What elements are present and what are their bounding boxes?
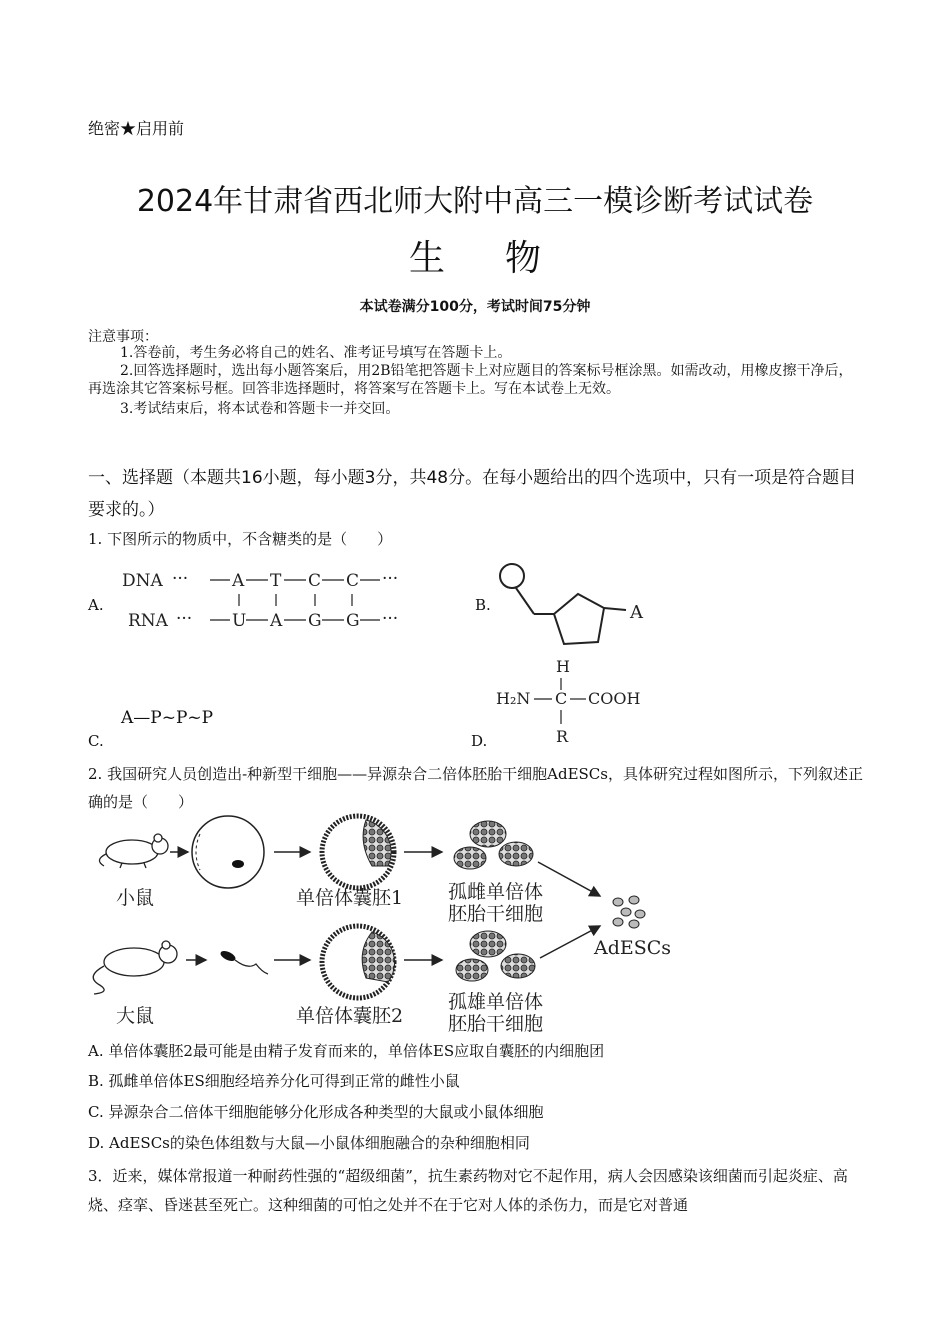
q2-option-c: C. 异源杂合二倍体干细胞能够分化形成各种类型的大鼠或小鼠体细胞 (88, 1103, 544, 1121)
dna-base-1: A (232, 571, 245, 591)
q3-stem: 3．近来，媒体常报道一种耐药性强的“超级细菌”，抗生素药物对它不起作用，病人会因感染该细菌而引起炎症、高烧、痉挛、昏迷甚至死亡。这种细菌的可怕之处并不在于它对人体的杀伤力，而是它对普通 (88, 1167, 848, 1214)
q2-stem: 2. 我国研究人员创造出-种新型干细胞——异源杂合二倍体胚胎干细胞AdESCs，具体研究过程如图所示，下列叙述正确的是（ ） (88, 765, 863, 811)
ring-base-label: A (630, 602, 643, 623)
section-heading: 一、选择题（本题共16小题，每小题3分，共48分。在每小题给出的四个选项中，只有一项是符合题目要求的。） (88, 468, 857, 520)
dna-base-3: C (308, 571, 322, 591)
q1-stem: 1. 下图所示的物质中，不含糖类的是（ ） (88, 530, 393, 548)
male-es-cluster-icon (456, 931, 535, 981)
nucleotide-ring-diagram (494, 558, 664, 658)
amino-cooh: COOH (588, 689, 641, 708)
sperm-icon (219, 949, 268, 974)
q2-option-a: A. 单倍体囊胚2最可能是由精子发育而来的，单倍体ES应取自囊胚的内细胞团 (88, 1042, 605, 1060)
dna-base-4: C (346, 571, 360, 591)
q2-option-b: B. 孤雌单倍体ES细胞经培养分化可得到正常的雌性小鼠 (88, 1072, 460, 1090)
rna-base-3: G (308, 611, 322, 631)
haploid-blastocyst-2-icon (322, 926, 395, 998)
amino-acid-diagram (494, 654, 664, 748)
adescs-cells-icon (613, 896, 645, 928)
amino-c: C (555, 689, 568, 708)
secret-mark: 绝密★启用前 (88, 119, 185, 138)
svg-text:···: ··· (176, 609, 193, 629)
svg-text:···: ··· (382, 609, 399, 629)
adescs-label: AdESCs (594, 937, 672, 959)
rna-base-1: U (232, 611, 247, 631)
haploid-blastocyst-1-icon (322, 816, 394, 888)
rna-base-4: G (346, 611, 360, 631)
amino-r: R (556, 727, 569, 746)
male-line-2: 胚胎干细胞 (448, 1013, 544, 1034)
male-line-1: 孤雄单倍体 (448, 991, 544, 1013)
oocyte-icon (192, 816, 264, 888)
svg-text:···: ··· (382, 569, 399, 589)
female-line-2: 胚胎干细胞 (448, 903, 544, 925)
mouse-label: 小鼠 (116, 887, 155, 909)
rat-label: 大鼠 (116, 1005, 155, 1027)
q2-option-d: D. AdESCs的染色体组数与大鼠—小鼠体细胞融合的杂种细胞相同 (88, 1134, 530, 1152)
female-line-1: 孤雌单倍体 (448, 881, 544, 903)
rna-base-2: A (270, 611, 283, 631)
svg-text:···: ··· (172, 569, 189, 589)
notice-item-2: 2.回答选择题时，选出每小题答案后，用2B铅笔把答题卡上对应题目的答案标号框涂黑。如需改动，用橡皮擦干净后，再选涂其它答案标号框。回答非选择题时，将答案写在答题卡上。写在本试卷上无效。 (88, 363, 853, 397)
q1-option-a-label: A. (88, 596, 104, 614)
blastocyst-2-label: 单倍体囊胚2 (296, 1005, 404, 1027)
blastocyst-1-label: 单倍体囊胚1 (296, 887, 404, 909)
amino-h2n: H₂N (496, 689, 531, 708)
q1-option-c-label: C. (88, 732, 104, 750)
atp-formula: A—P~P~P (121, 708, 214, 728)
q1-option-b-label: B. (475, 596, 491, 614)
rna-label: RNA (128, 611, 168, 631)
notice-item-1: 1.答卷前，考生务必将自己的姓名、准考证号填写在答题卡上。 (120, 345, 512, 361)
subject-title: 生物 (408, 238, 601, 279)
female-es-cluster-icon (454, 821, 533, 869)
q1-option-d-label: D. (471, 732, 488, 750)
exam-title: 2024年甘肃省西北师大附中高三一模诊断考试试卷 (136, 184, 814, 219)
score-line: 本试卷满分100分，考试时间75分钟 (359, 299, 591, 315)
dna-base-2: T (270, 571, 282, 591)
adescs-process-figure (88, 812, 688, 1034)
dna-label: DNA (122, 571, 163, 591)
dna-rna-diagram (118, 564, 418, 636)
amino-h: H (556, 657, 570, 676)
notice-heading: 注意事项： (88, 329, 158, 345)
mouse-icon (99, 834, 168, 868)
rat-icon (93, 941, 177, 994)
notice-item-3: 3.考试结束后，将本试卷和答题卡一并交回。 (120, 401, 400, 417)
